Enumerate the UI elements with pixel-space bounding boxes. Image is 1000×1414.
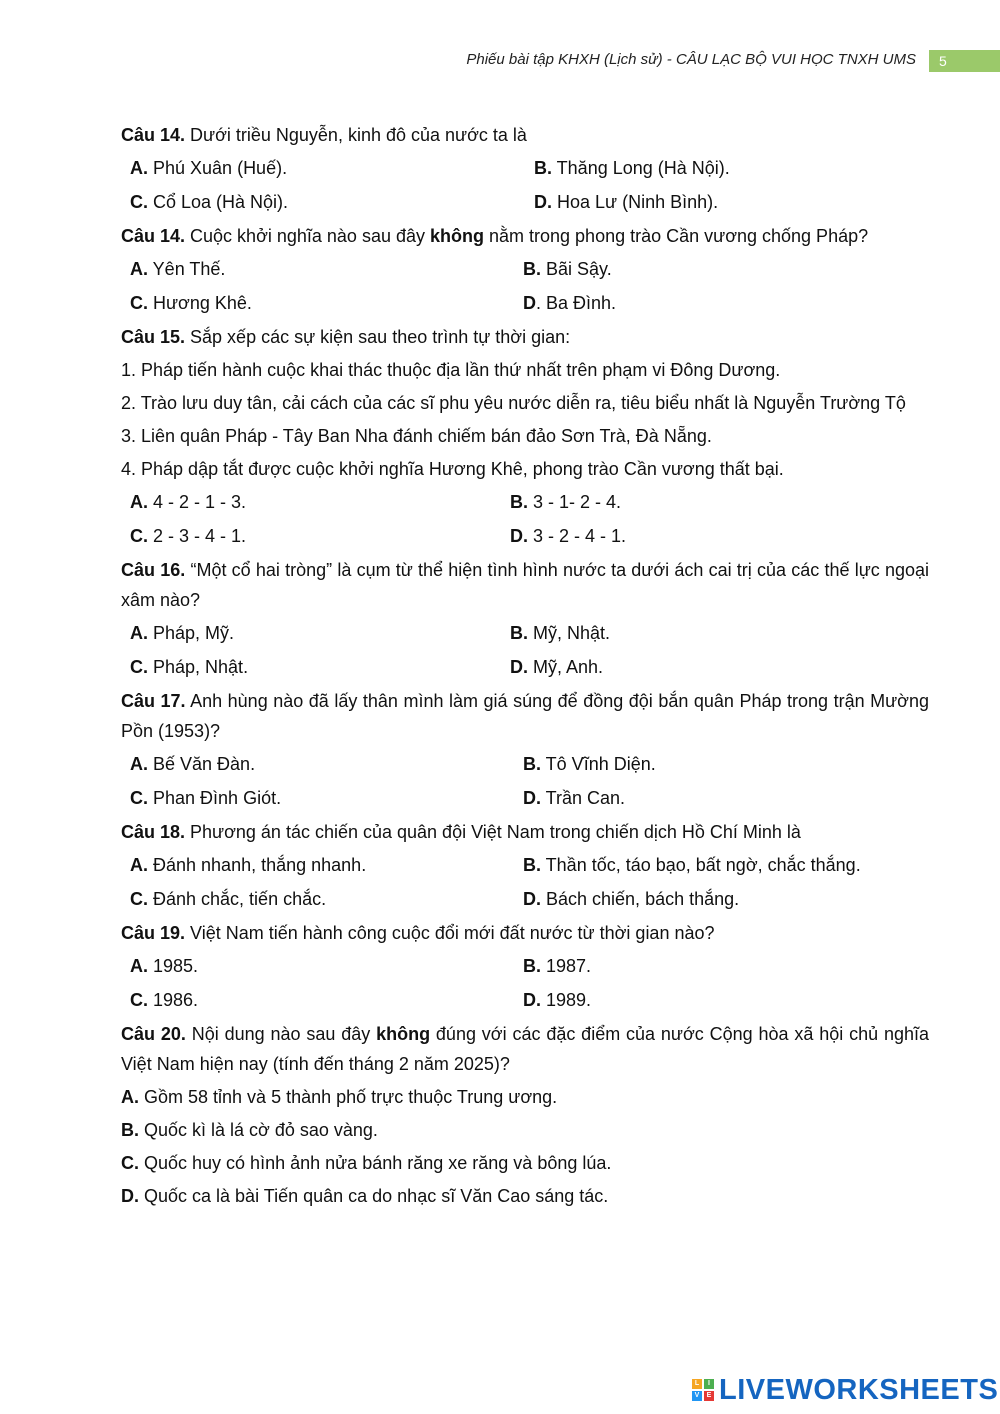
options-row xyxy=(121,521,966,555)
options-row xyxy=(121,288,966,322)
option-a[interactable]: A. Yên Thế. xyxy=(130,259,226,279)
option-a[interactable]: A. Gồm 58 tỉnh và 5 thành phố trực thuộc Trung ương. xyxy=(121,1087,558,1107)
logo-text: LIVEWORKSHEETS xyxy=(719,1373,999,1406)
option-a[interactable]: A. Bế Văn Đàn. xyxy=(130,754,256,774)
question-15: Câu 15. Sắp xếp các sự kiện sau theo trình tự thời gian: xyxy=(121,327,571,347)
liveworksheets-logo xyxy=(692,1374,998,1406)
option-b[interactable]: B. Thăng Long (Hà Nội). xyxy=(534,158,730,178)
options-row xyxy=(121,187,966,221)
question-20: Câu 20. Nội dung nào sau đây không đúng với các đặc điểm của nước Cộng hòa xã hội chủ nghĩa Việt Nam hiện nay (tính đến tháng 2 năm 2025)? xyxy=(121,1024,929,1074)
option-a[interactable]: A. 1985. xyxy=(130,956,199,976)
option-b[interactable]: B. Bãi Sậy. xyxy=(523,259,612,279)
option-d[interactable]: D. Trần Can. xyxy=(523,788,626,808)
options-row xyxy=(121,153,966,187)
option-c[interactable]: C. Đánh chắc, tiến chắc. xyxy=(130,889,327,909)
options-row xyxy=(121,749,966,783)
logo-square: I xyxy=(704,1379,714,1389)
logo-square: V xyxy=(692,1391,702,1401)
logo-square: E xyxy=(704,1391,714,1401)
option-c[interactable]: C. 2 - 3 - 4 - 1. xyxy=(130,526,247,546)
event-item-1: 1. Pháp tiến hành cuộc khai thác thuộc địa lần thứ nhất trên phạm vi Đông Dương. xyxy=(121,360,781,380)
logo-mark-icon xyxy=(692,1379,714,1401)
question-16: Câu 16. “Một cổ hai tròng” là cụm từ thể hiện tình hình nước ta dưới ách cai trị của các thế lực ngoại xâm nào? xyxy=(121,560,929,610)
options-row xyxy=(121,884,966,918)
option-a[interactable]: A. 4 - 2 - 1 - 3. xyxy=(130,492,247,512)
event-item-3: 3. Liên quân Pháp - Tây Ban Nha đánh chiếm bán đảo Sơn Trà, Đà Nẵng. xyxy=(121,426,712,446)
option-b[interactable]: B. 3 - 1- 2 - 4. xyxy=(510,492,622,512)
worksheet-content xyxy=(121,120,966,1214)
page-header xyxy=(0,50,1000,72)
option-d[interactable]: D. Bách chiến, bách thắng. xyxy=(523,889,740,909)
question-18: Câu 18. Phương án tác chiến của quân đội Việt Nam trong chiến dịch Hồ Chí Minh là xyxy=(121,822,801,842)
header-title: Phiếu bài tập KHXH (Lịch sử) - CÂU LẠC BỘ VUI HỌC TNXH UMS xyxy=(466,51,916,68)
option-c[interactable]: C. Pháp, Nhật. xyxy=(130,657,249,677)
question-14b: Câu 14. Cuộc khởi nghĩa nào sau đây không nằm trong phong trào Cần vương chống Pháp? xyxy=(121,226,869,246)
option-d[interactable]: D. 3 - 2 - 4 - 1. xyxy=(510,526,627,546)
options-row xyxy=(121,951,966,985)
option-a[interactable]: A. Đánh nhanh, thắng nhanh. xyxy=(130,855,367,875)
option-d[interactable]: D. Quốc ca là bài Tiến quân ca do nhạc sĩ Văn Cao sáng tác. xyxy=(121,1186,609,1206)
option-c[interactable]: C. Quốc huy có hình ảnh nửa bánh răng xe răng và bông lúa. xyxy=(121,1153,612,1173)
option-d[interactable]: D. 1989. xyxy=(523,990,592,1010)
options-row xyxy=(121,618,966,652)
options-row xyxy=(121,487,966,521)
option-c[interactable]: C. Hương Khê. xyxy=(130,293,252,313)
logo-square: L xyxy=(692,1379,702,1389)
option-d[interactable]: D. Hoa Lư (Ninh Bình). xyxy=(534,192,719,212)
question-19: Câu 19. Việt Nam tiến hành công cuộc đổi mới đất nước từ thời gian nào? xyxy=(121,923,715,943)
option-c[interactable]: C. Cổ Loa (Hà Nội). xyxy=(130,192,289,212)
options-row xyxy=(121,985,966,1019)
question-17: Câu 17. Anh hùng nào đã lấy thân mình làm giá súng để đồng đội bắn quân Pháp trong trận Mường Pồn (1953)? xyxy=(121,691,929,741)
option-b[interactable]: B. Thần tốc, táo bạo, bất ngờ, chắc thắng. xyxy=(523,855,861,875)
option-b[interactable]: B. 1987. xyxy=(523,956,592,976)
options-row xyxy=(121,254,966,288)
option-c[interactable]: C. 1986. xyxy=(130,990,199,1010)
option-d[interactable]: D. Ba Đình. xyxy=(523,293,617,313)
page-number: 5 xyxy=(929,50,1000,72)
question-14a: Câu 14. Dưới triều Nguyễn, kinh đô của nước ta là xyxy=(121,125,527,145)
event-item-2: 2. Trào lưu duy tân, cải cách của các sĩ phu yêu nước diễn ra, tiêu biểu nhất là Nguyễn Trường Tộ xyxy=(121,393,906,413)
option-a[interactable]: A. Pháp, Mỹ. xyxy=(130,623,235,643)
option-b[interactable]: B. Tô Vĩnh Diện. xyxy=(523,754,656,774)
options-row xyxy=(121,652,966,686)
options-row xyxy=(121,783,966,817)
option-d[interactable]: D. Mỹ, Anh. xyxy=(510,657,604,677)
event-item-4: 4. Pháp dập tắt được cuộc khởi nghĩa Hương Khê, phong trào Cần vương thất bại. xyxy=(121,459,784,479)
options-row xyxy=(121,850,966,884)
option-c[interactable]: C. Phan Đình Giót. xyxy=(130,788,282,808)
option-a[interactable]: A. Phú Xuân (Huế). xyxy=(130,158,288,178)
option-b[interactable]: B. Quốc kì là lá cờ đỏ sao vàng. xyxy=(121,1120,378,1140)
option-b[interactable]: B. Mỹ, Nhật. xyxy=(510,623,611,643)
